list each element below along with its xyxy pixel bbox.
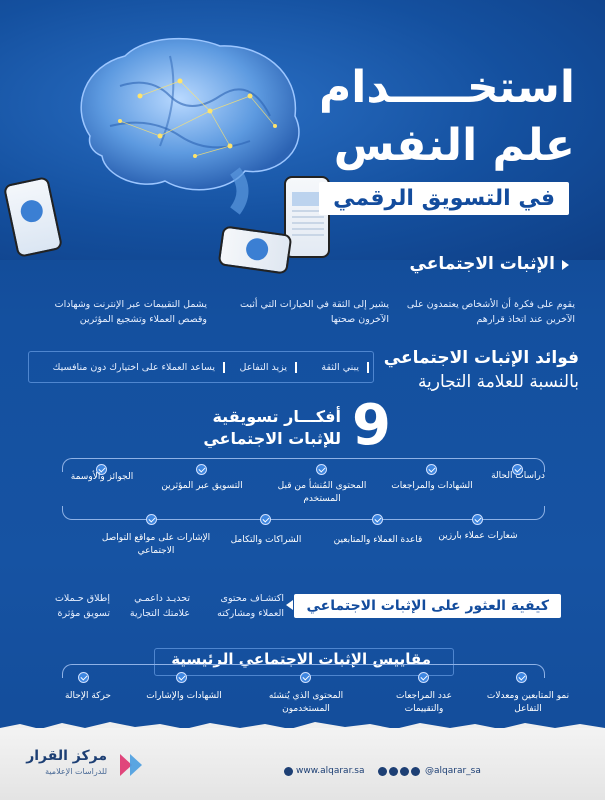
hero-title-line2: علم النفس: [333, 120, 575, 171]
website-url: www.alqarar.sa: [296, 766, 365, 776]
finding-item-1: اكتشـاف محتوى العملاء ومشاركته: [217, 593, 284, 619]
idea-item-7: قاعدة العملاء والمتابعين: [333, 535, 423, 545]
idea-item-5: الجوائز والأوسمة: [70, 472, 134, 482]
idea-item-1: دراسات الحالة: [491, 471, 545, 481]
phone-bottom-image: [218, 225, 293, 274]
social-proof-point-2: يشير إلى الثقة في الخيارات التي أثبت الآخرون صحتها: [240, 299, 389, 325]
idea-item-6: شعارات عملاء بارزين: [438, 531, 518, 541]
brain-illustration: [60, 26, 320, 216]
benefit-item-3: يساعد العملاء على اختيارك دون منافسيك: [53, 362, 225, 373]
heading-arrow-icon: [562, 260, 569, 270]
social-proof-point-3: يشمل التقييمات عبر الإنترنت وشهادات وقصص العملاء وتشجيع المؤثرين: [54, 299, 207, 325]
social-proof-heading: الإثبات الاجتماعي: [409, 254, 555, 274]
globe-icon: [284, 767, 293, 776]
finding-item-2: تحديـد داعمـي علامتك التجارية: [129, 593, 190, 619]
check-icon: [472, 514, 483, 525]
ideas-heading-line1: أفكـــار تسويقية: [212, 407, 341, 426]
social-handles: [378, 766, 481, 776]
check-icon: [78, 672, 89, 683]
social-handle[interactable]: @alqarar_sa: [425, 766, 481, 776]
finding-heading: كيفية العثور على الإثبات الاجتماعي: [294, 594, 561, 618]
check-icon: [426, 464, 437, 475]
ideas-number: 9: [352, 393, 391, 458]
idea-item-2: الشهادات والمراجعات: [391, 481, 473, 491]
check-icon: [176, 672, 187, 683]
benefits-heading-line1: فوائد الإثبات الاجتماعي: [383, 348, 579, 368]
youtube-icon[interactable]: [400, 767, 409, 776]
metrics-heading: مقاييس الإثبات الاجتماعي الرئيسية: [171, 650, 431, 668]
footer: [0, 728, 605, 800]
hero-title-line1: استخـــــدام: [319, 62, 575, 113]
finding-arrow-icon: [286, 600, 293, 610]
logo-mark-icon: [116, 750, 146, 780]
benefit-item-2: يزيد التفاعل: [240, 362, 298, 373]
idea-item-3: المحتوى المُنشأ من قبل المستخدم: [277, 481, 367, 505]
check-icon: [372, 514, 383, 525]
linkedin-icon[interactable]: [389, 767, 398, 776]
check-icon: [300, 672, 311, 683]
hero-title-line3: في التسويق الرقمي: [319, 182, 569, 215]
social-proof-point-1: يقوم على فكرة أن الأشخاص يعتمدون على الآخرين عند اتخاذ قرارهم: [406, 299, 575, 325]
ideas-heading-line2: للإثبات الاجتماعي: [203, 429, 341, 448]
idea-item-8: الشراكات والتكامل: [230, 535, 302, 545]
check-icon: [260, 514, 271, 525]
metric-item-3: المحتوى الذي يُنشئه المستخدمون: [268, 691, 344, 715]
metric-item-1: نمو المتابعين ومعدلات التفاعل: [486, 691, 570, 715]
benefits-heading-line2: بالنسبة للعلامة التجارية: [417, 372, 579, 392]
logo-subtitle: للدراسات الإعلامية: [45, 767, 107, 776]
benefit-item-1: يبني الثقة: [321, 362, 369, 373]
metric-item-5: حركة الإحالة: [64, 691, 111, 701]
metric-item-2: عدد المراجعات والتقييمات: [396, 691, 452, 715]
website-link[interactable]: [284, 766, 365, 776]
finding-item-3: إطلاق حـملات تسويق مؤثرة: [54, 593, 110, 619]
x-icon[interactable]: [378, 767, 387, 776]
check-icon: [146, 514, 157, 525]
idea-item-4: التسويق عبر المؤثرين: [161, 481, 243, 491]
check-icon: [418, 672, 429, 683]
logo-name: مركز القرار: [26, 748, 107, 764]
idea-item-9: الإشارات على مواقع التواصل الاجتماعي: [101, 533, 211, 557]
check-icon: [316, 464, 327, 475]
instagram-icon[interactable]: [411, 767, 420, 776]
check-icon: [516, 672, 527, 683]
check-icon: [196, 464, 207, 475]
metric-item-4: الشهادات والإشارات: [146, 691, 222, 701]
